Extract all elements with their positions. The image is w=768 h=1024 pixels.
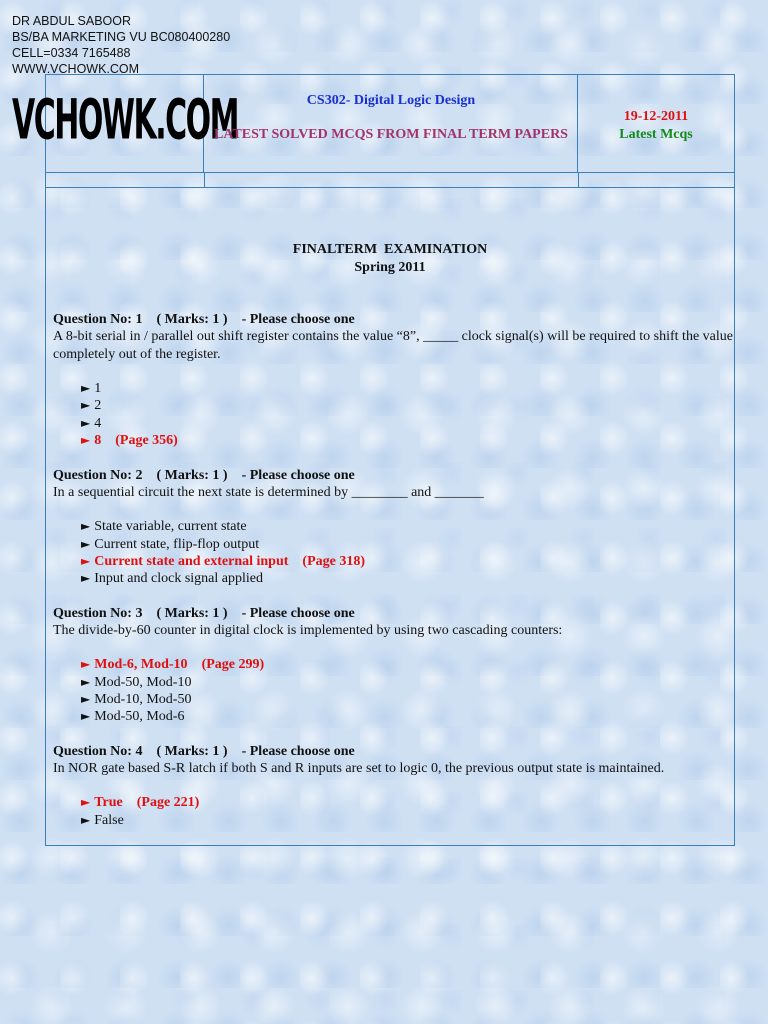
option-label: Mod-50, Mod-6 xyxy=(94,709,185,725)
arrow-icon: ► xyxy=(81,381,91,395)
option xyxy=(81,415,733,432)
option-list xyxy=(53,518,733,588)
correct-option xyxy=(81,432,733,449)
option xyxy=(81,397,733,414)
option-label: False xyxy=(94,812,124,828)
logo-cell xyxy=(12,75,238,172)
arrow-icon: ► xyxy=(81,519,91,534)
question-heading: Question No: 1 ( Marks: 1 ) - Please choose one xyxy=(53,312,355,327)
divider xyxy=(578,172,579,187)
page-reference: (Page 318) xyxy=(302,553,366,569)
option-label: Current state and external input xyxy=(94,553,289,569)
arrow-icon: ► xyxy=(81,709,91,724)
exam-term: Spring 2011 xyxy=(354,260,426,275)
author-program: BS/BA MARKETING VU BC080400280 xyxy=(12,30,231,44)
question-list xyxy=(53,311,733,846)
option-label: State variable, current state xyxy=(94,519,247,535)
option-label: 4 xyxy=(94,415,102,431)
option xyxy=(81,708,733,725)
course-title: CS302- Digital Logic Design xyxy=(306,93,476,108)
author-name: DR ABDUL SABOOR xyxy=(12,14,132,28)
option xyxy=(81,570,733,587)
arrow-icon: ► xyxy=(81,674,91,689)
option-label: 2 xyxy=(94,398,102,414)
page-reference: (Page 299) xyxy=(201,657,265,673)
option-label: Mod-50, Mod-10 xyxy=(94,674,192,690)
option-label: Mod-6, Mod-10 xyxy=(94,657,188,673)
exam-heading xyxy=(46,241,734,277)
option xyxy=(81,380,733,397)
divider xyxy=(204,172,205,187)
question-text: In NOR gate based S-R latch if both S and R inputs are set to logic 0, the previous output state is maintained. xyxy=(53,760,665,776)
correct-option xyxy=(81,794,733,811)
question-block xyxy=(53,605,733,726)
option xyxy=(81,812,733,829)
option xyxy=(81,691,733,708)
option-label: 8 xyxy=(94,433,102,449)
date-cell xyxy=(578,75,734,172)
option-label: True xyxy=(94,795,123,811)
author-cell: CELL=0334 7165488 xyxy=(12,46,131,60)
question-text: In a sequential circuit the next state is determined by ________ and _______ xyxy=(53,484,484,500)
banner-subtitle: LATEST SOLVED MCQS FROM FINAL TERM PAPERS xyxy=(214,127,568,142)
page-reference: (Page 221) xyxy=(136,795,200,811)
exam-title: FINALTERM EXAMINATION xyxy=(292,242,488,257)
question-text: The divide-by-60 counter in digital clock is implemented by using two cascading counters: xyxy=(53,622,563,638)
arrow-icon: ► xyxy=(81,536,91,551)
banner xyxy=(12,75,734,173)
banner-latest: Latest Mcqs xyxy=(619,127,693,142)
option-label: 1 xyxy=(94,381,102,396)
banner-title-cell xyxy=(204,75,578,172)
arrow-icon: ► xyxy=(81,433,91,448)
correct-option xyxy=(81,553,733,570)
option xyxy=(81,674,733,691)
option-list xyxy=(53,794,733,829)
question-heading: Question No: 3 ( Marks: 1 ) - Please choose one xyxy=(53,605,355,621)
question-block xyxy=(53,743,733,829)
option-label: Current state, flip-flop output xyxy=(94,536,260,552)
question-block xyxy=(53,311,733,450)
option-label: Input and clock signal applied xyxy=(94,571,263,587)
arrow-icon: ► xyxy=(81,571,91,586)
option-label: Mod-10, Mod-50 xyxy=(94,692,192,708)
page-reference: (Page 356) xyxy=(115,433,178,449)
arrow-icon: ► xyxy=(81,398,91,413)
question-text: A 8-bit serial in / parallel out shift register contains the value “8”, _____ clock signal(s) will be required to shift the value completely out of the register. xyxy=(53,329,733,362)
correct-option xyxy=(81,656,733,673)
arrow-icon: ► xyxy=(81,795,91,810)
question-heading: Question No: 2 ( Marks: 1 ) - Please choose one xyxy=(53,467,355,483)
option xyxy=(81,536,733,553)
arrow-icon: ► xyxy=(81,415,91,430)
document-frame xyxy=(12,74,735,846)
option-list xyxy=(53,656,733,726)
banner-subrow xyxy=(46,172,734,188)
arrow-icon: ► xyxy=(81,553,91,568)
question-block xyxy=(53,467,733,588)
arrow-icon: ► xyxy=(81,692,91,707)
banner-date: 19-12-2011 xyxy=(623,109,689,124)
author-website: WWW.VCHOWK.COM xyxy=(12,62,140,76)
question-heading: Question No: 4 ( Marks: 1 ) - Please choose one xyxy=(53,743,355,759)
vchowk-logo: VCHOWK.COM xyxy=(12,87,238,153)
option-list xyxy=(53,380,733,450)
arrow-icon: ► xyxy=(81,657,91,672)
arrow-icon: ► xyxy=(81,812,91,827)
option xyxy=(81,518,733,535)
